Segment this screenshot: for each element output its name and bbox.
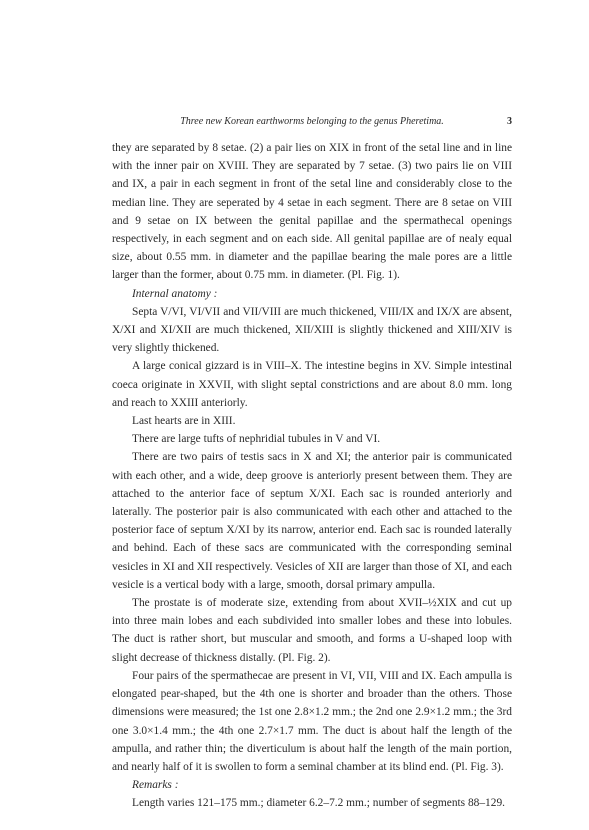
- paragraph-prostate: The prostate is of moderate size, extending from about XVII–½XIX and cut up into three main lobes and each subdivided into smaller lobes and these into lobules. The duct is rather short, but muscular and smooth, and forms a U-shaped loop with slight decrease of thickness distally. (Pl. Fig. 2).: [112, 597, 512, 664]
- section-heading-remarks: Remarks :: [132, 779, 179, 792]
- section-heading-internal-anatomy: Internal anatomy :: [132, 287, 218, 300]
- running-header: [112, 116, 512, 130]
- body-text: [112, 139, 512, 813]
- paragraph-septa: Septa V/VI, VI/VII and VII/VIII are much thickened, VIII/IX and IX/X are absent, X/XI and XI/XII are much thickened, XII/XIII is slightly thickened and XIII/XIV is very slightly thickened.: [112, 305, 512, 355]
- paragraph-external-continued: they are separated by 8 setae. (2) a pair lies on XIX in front of the setal line and in line with the inner pair on XVIII. They are separated by 7 setae. (3) two pairs lie on VIII and IX, a pair in each segment in front of the setal line and considerably close to the median line. They are seperated by 4 setae in each segment. There are 8 setae on VIII and 9 setae on IX between the genital papillae and the spermathecal openings respectively, in each segment and on each side. All genital papillae are of nealy equal size, about 0.55 mm. in diameter and the papillae bearing the male pores are a little larger than the former, about 0.75 mm. in diameter. (Pl. Fig. 1).: [112, 142, 512, 282]
- paragraph-nephridia: There are large tufts of nephridial tubules in V and VI.: [132, 433, 381, 446]
- paragraph-spermathecae: Four pairs of the spermathecae are present in VI, VII, VIII and IX. Each ampulla is elongated pear-shaped, but the 4th one is shorter and broader than the others. Those dimensions were measured; the 1st one 2.8×1.2 mm.; the 2nd one 2.9×1.2 mm.; the 3rd one 3.0×1.4 mm.; the 4th one 2.7×1.7 mm. The duct is about half the length of the ampulla, and rather thin; the diverticulum is about half the length of the main portion, and nearly half of it is swollen to form a seminal chamber at its blind end. (Pl. Fig. 3).: [112, 669, 512, 773]
- paragraph-testis-sacs: There are two pairs of testis sacs in X and XI; the anterior pair is communicated with each other, and a wide, deep groove is anteriorly present between them. They are attached to the anterior face of septum X/XI. Each sac is rounded anteriorly and laterally. The posterior pair is also communicated with each other and attached to the posterior face of septum X/XI by its narrow, anterior end. Each sac is rounded laterally and behind. Each of these sacs are communicated with the corresponding seminal vesicles in XI and XII respectively. Vesicles of XII are larger than those of XI, and each vesicle is a vertical body with a large, smooth, dorsal primary ampulla.: [112, 451, 512, 591]
- paragraph-remarks: Length varies 121–175 mm.; diameter 6.2–7.2 mm.; number of segments 88–129.: [132, 797, 505, 810]
- running-title: Three new Korean earthworms belonging to the genus Pheretima.: [180, 116, 444, 127]
- paragraph-hearts: Last hearts are in XIII.: [132, 415, 236, 428]
- page-number: 3: [507, 116, 512, 127]
- paragraph-gizzard: A large conical gizzard is in VIII–X. The intestine begins in XV. Simple intestinal coeca originate in XXVII, with slight septal constrictions and are about 8.0 mm. long and reach to XXIII anteriorly.: [112, 360, 512, 409]
